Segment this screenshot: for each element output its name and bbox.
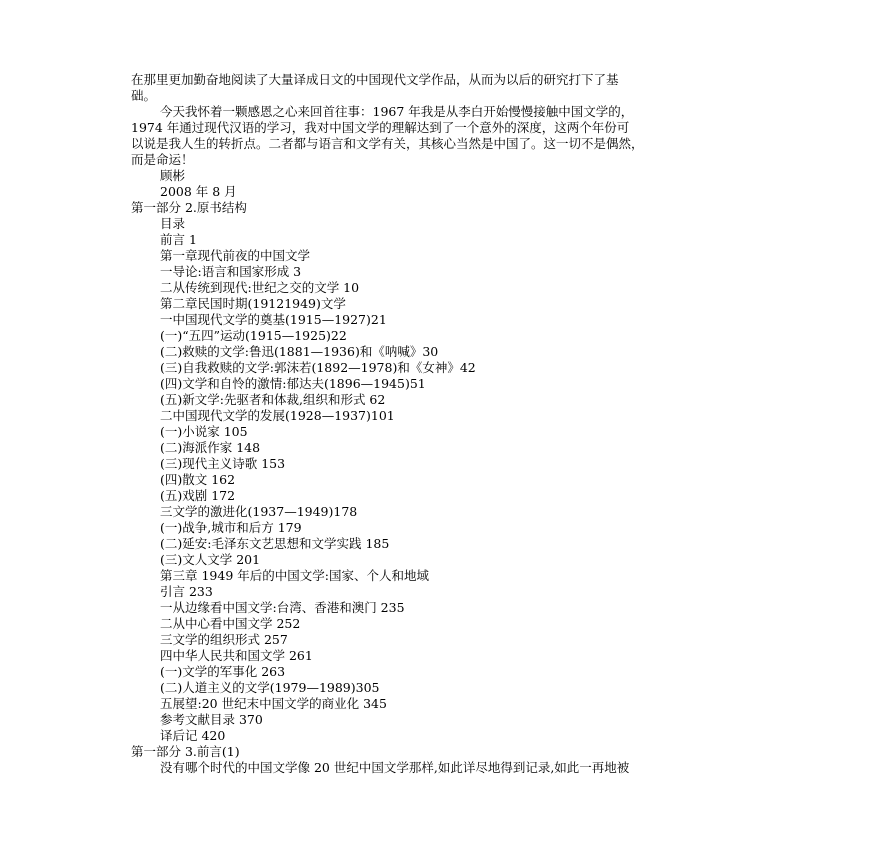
toc-entry: (一)文学的军事化 263 [160,664,286,679]
toc-entry: 三文学的激进化(1937—1949)178 [160,504,358,519]
toc-entry: 前言 1 [160,232,197,247]
signature-name: 顾彬 [160,168,186,183]
toc-entry: (五)新文学:先驱者和体裁,组织和形式 62 [160,392,386,407]
toc-entry: 一从边缘看中国文学:台湾、香港和澳门 235 [160,600,405,615]
toc-entry: (一)小说家 105 [160,424,248,439]
toc-entry: (三)自我救赎的文学:郭沫若(1892—1978)和《女神》42 [160,360,476,375]
toc-entry: 第一章现代前夜的中国文学 [160,248,311,263]
toc-entry: (二)延安:毛泽东文艺思想和文学实践 185 [160,536,390,551]
toc-entry: (三)现代主义诗歌 153 [160,456,286,471]
paragraph-line: 今天我怀着一颗感恩之心来回首往事：1967 年我是从李白开始慢慢接触中国文学的， [160,104,634,119]
paragraph-line: 而是命运！ [131,152,194,167]
signature-date: 2008 年 8 月 [160,184,237,199]
toc-entry: (二)海派作家 148 [160,440,261,455]
paragraph-line: 础。 [131,88,157,103]
toc-entry: (二)救赎的文学:鲁迅(1881—1936)和《呐喊》30 [160,344,439,359]
toc-entry: 二中国现代文学的发展(1928—1937)101 [160,408,395,423]
paragraph-line: 在那里更加勤奋地阅读了大量译成日文的中国现代文学作品，从而为以后的研究打下了基 [131,72,619,87]
section-heading: 第一部分 2.原书结构 [131,200,247,215]
toc-entry: (四)文学和自怜的激情:郁达夫(1896—1945)51 [160,376,426,391]
paragraph-line: 没有哪个时代的中国文学像 20 世纪中国文学那样,如此详尽地得到记录,如此一再地被 [160,760,630,775]
toc-entry: 四中华人民共和国文学 261 [160,648,313,663]
toc-entry: 第三章 1949 年后的中国文学:国家、个人和地域 [160,568,429,583]
toc-entry: (五)戏剧 172 [160,488,236,503]
toc-entry: 三文学的组织形式 257 [160,632,288,647]
toc-entry: (三)文人文学 201 [160,552,261,567]
toc-entry: 参考文献目录 370 [160,712,263,727]
toc-entry: 译后记 420 [160,728,226,743]
toc-entry: (一)战争,城市和后方 179 [160,520,302,535]
toc-entry: (一)“五四”运动(1915—1925)22 [160,328,347,343]
toc-entry: (四)散文 162 [160,472,236,487]
paragraph-line: 以说是我人生的转折点。二者都与语言和文学有关，其核心当然是中国了。这一切不是偶然， [131,136,644,151]
section-heading: 第一部分 3.前言(1) [131,744,240,759]
toc-entry: 第二章民国时期(19121949)文学 [160,296,346,311]
paragraph-line: 1974 年通过现代汉语的学习，我对中国文学的理解达到了一个意外的深度，这两个年份可 [131,120,630,135]
toc-entry: 二从传统到现代:世纪之交的文学 10 [160,280,360,295]
toc-entry: 五展望:20 世纪末中国文学的商业化 345 [160,696,387,711]
toc-entry: (二)人道主义的文学(1979—1989)305 [160,680,380,695]
toc-heading: 目录 [160,216,186,231]
toc-entry: 一中国现代文学的奠基(1915—1927)21 [160,312,387,327]
toc-entry: 二从中心看中国文学 252 [160,616,301,631]
toc-entry: 引言 233 [160,584,213,599]
toc-entry: 一导论:语言和国家形成 3 [160,264,302,279]
